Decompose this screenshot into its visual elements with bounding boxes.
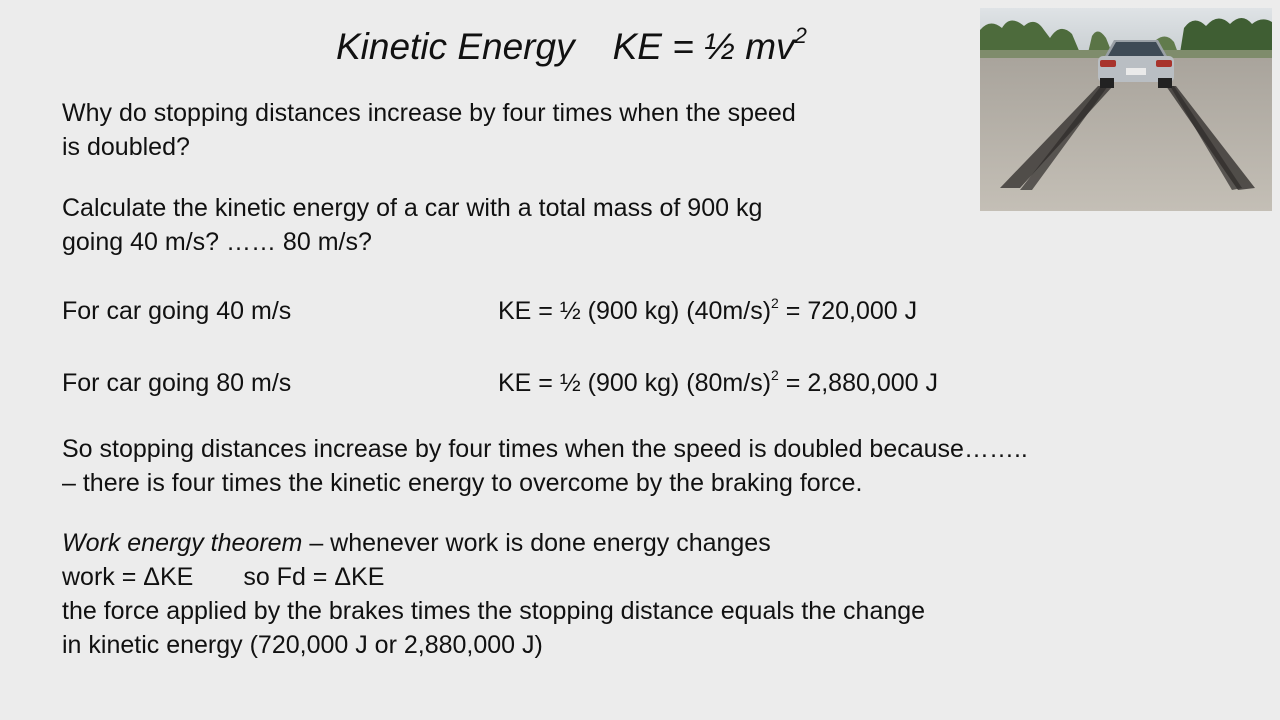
calc-row-label: For car going 40 m/s [62,297,292,325]
formula-result: = 720,000 J [778,297,918,325]
formula-text: KE = ½ (900 kg) (80m/s) [498,369,772,397]
calculate-text [62,191,762,259]
theorem-rest: – whenever work is done energy changes [302,529,771,557]
question-line-1: Why do stopping distances increase by four times when the speed [62,99,796,127]
theorem-name: Work energy theorem [62,529,303,557]
slide-title [336,23,807,68]
theorem-line-3: the force applied by the brakes times the stopping distance equals the change [62,597,926,625]
calc-row-80 [62,366,938,400]
formula-result: = 2,880,000 J [778,369,938,397]
title-exponent: 2 [794,23,807,48]
calculate-line-2: going 40 m/s? …… 80 m/s? [62,228,372,256]
question-text [62,96,796,164]
calc-row-label: For car going 80 m/s [62,369,292,397]
theorem-eq-1: work = ΔKE [62,563,194,591]
formula-exponent: 2 [771,367,779,383]
calc-row-40 [62,294,918,328]
photo-illustration [980,8,1272,211]
conclusion-text [62,432,1028,500]
theorem-line-4: in kinetic energy (720,000 J or 2,880,000 J) [62,631,543,659]
formula-exponent: 2 [771,295,779,311]
formula-text: KE = ½ (900 kg) (40m/s) [498,297,772,325]
conclusion-line-1: So stopping distances increase by four times when the speed is doubled because…….. [62,435,1028,463]
calc-row-formula [498,294,917,328]
question-line-2: is doubled? [62,133,190,161]
title-main: Kinetic Energy [336,26,575,67]
title-formula: KE = ½ mv [612,26,795,67]
car-skid-marks-photo [980,8,1272,211]
theorem-line-2 [62,560,925,594]
conclusion-line-2: – there is four times the kinetic energy to overcome by the braking force. [62,469,863,497]
calculate-line-1: Calculate the kinetic energy of a car with a total mass of 900 kg [62,194,763,222]
theorem-line-1 [62,526,925,560]
calc-row-formula [498,366,938,400]
theorem-eq-2: so Fd = ΔKE [243,563,385,591]
theorem-text [62,526,925,662]
